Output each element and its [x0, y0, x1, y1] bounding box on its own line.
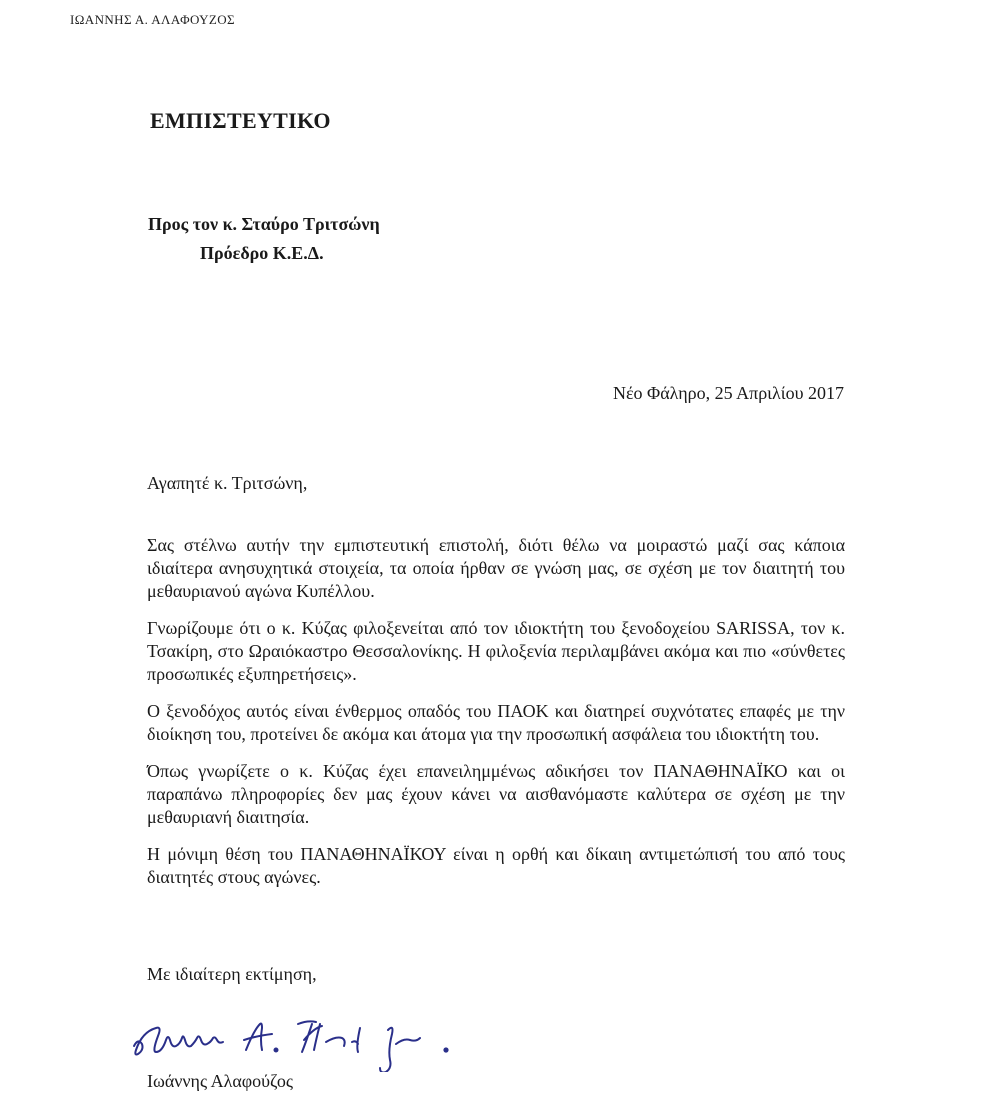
paragraph: Η μόνιμη θέση του ΠΑΝΑΘΗΝΑΪΚΟΥ είναι η ορθή και δίκαιη αντιμετώπισή του από τους διαιτητές στους αγώνες. — [147, 844, 845, 887]
closing: Με ιδιαίτερη εκτίμηση, — [147, 964, 317, 984]
salutation: Αγαπητέ κ. Τριτσώνη, — [147, 473, 308, 493]
recipient-block — [148, 210, 380, 268]
signature-icon — [126, 1010, 486, 1072]
letter-body — [147, 534, 845, 903]
paragraph: Όπως γνωρίζετε ο κ. Κύζας έχει επανειλημμένως αδικήσει τον ΠΑΝΑΘΗΝΑΪΚΟ και οι παραπάνω πληροφορίες δεν μας έχουν κάνει να αισθανόμαστε καλύτερα σε σχέση με την μεθαυριανή διαιτησία. — [147, 761, 845, 827]
signer-name: Ιωάννης Αλαφούζος — [147, 1071, 293, 1091]
classification-heading: ΕΜΠΙΣΤΕΥΤΙΚΟ — [150, 108, 331, 133]
recipient-title: Πρόεδρο Κ.Ε.Δ. — [200, 243, 324, 263]
recipient-name: Προς τον κ. Σταύρο Τριτσώνη — [148, 214, 380, 234]
paragraph: Ο ξενοδόχος αυτός είναι ένθερμος οπαδός του ΠΑΟΚ και διατηρεί συχνότατες επαφές με την διοίκηση του, προτείνει δε ακόμα και άτομα για την προσωπική ασφάλεια του ιδιοκτήτη του. — [147, 701, 845, 744]
paragraph: Γνωρίζουμε ότι ο κ. Κύζας φιλοξενείται από τον ιδιοκτήτη του ξενοδοχείου SARISSA, τον κ. Τσακίρη, στο Ωραιόκαστρο Θεσσαλονίκης. Η φιλοξενία περιλαμβάνει ακόμα και πιο «σύνθετες προσωπικές εξυπηρετήσεις». — [147, 618, 845, 684]
paragraph: Σας στέλνω αυτήν την εμπιστευτική επιστολή, διότι θέλω να μοιραστώ μαζί σας κάποια ιδιαίτερα ανησυχητικά στοιχεία, τα οποία ήρθαν σε γνώση μας, σε σχέση με τον διαιτητή του μεθαυριανού αγώνα Κυπέλλου. — [147, 535, 845, 601]
letterhead-name: ΙΩΑΝΝΗΣ Α. ΑΛΑΦΟΥΖΟΣ — [70, 12, 236, 27]
place-date: Νέο Φάληρο, 25 Απριλίου 2017 — [612, 383, 844, 403]
